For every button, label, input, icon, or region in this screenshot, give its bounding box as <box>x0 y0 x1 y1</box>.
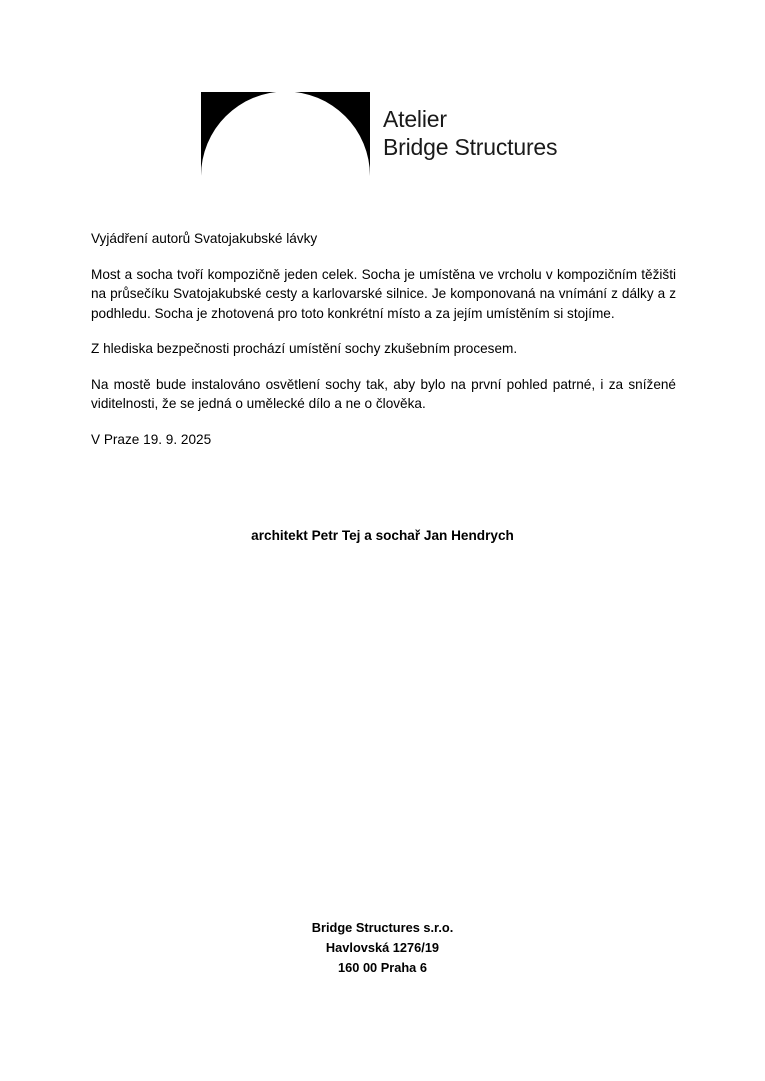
letter-heading: Vyjádření autorů Svatojakubské lávky <box>91 231 318 246</box>
logo-arch-mark <box>201 92 370 176</box>
paragraph-composition: Most a socha tvoří kompozičně jeden celek. Socha je umístěna ve vrcholu v kompozičním těžišti na průsečíku Svatojakubské cesty a karlovarské silnice. Je komponovaná na vnímání z dálky a z podhledu. Socha je zhotovená pro toto konkrétní místo a za jejím umístěním si stojíme. <box>91 266 676 321</box>
logo-line-bridge-structures: Bridge Structures <box>383 134 558 160</box>
logo-line-atelier: Atelier <box>383 106 447 132</box>
letter-body <box>91 229 676 465</box>
company-address-footer <box>0 918 765 978</box>
company-logo <box>201 92 571 176</box>
paragraph-safety: Z hlediska bezpečnosti prochází umístění sochy zkušebním procesem. <box>91 341 518 356</box>
footer-city: 160 00 Praha 6 <box>338 960 427 975</box>
date-line: V Praze 19. 9. 2025 <box>91 431 212 447</box>
signature-line: architekt Petr Tej a sochař Jan Hendrych <box>251 528 514 543</box>
footer-street: Havlovská 1276/19 <box>325 940 440 955</box>
footer-company-name: Bridge Structures s.r.o. <box>311 920 454 935</box>
logo-wordmark <box>383 105 557 161</box>
paragraph-lighting: Na mostě bude instalováno osvětlení sochy tak, aby bylo na první pohled patrné, i za snížené viditelnosti, že se jedná o umělecké dílo a ne o člověka. <box>91 376 676 411</box>
